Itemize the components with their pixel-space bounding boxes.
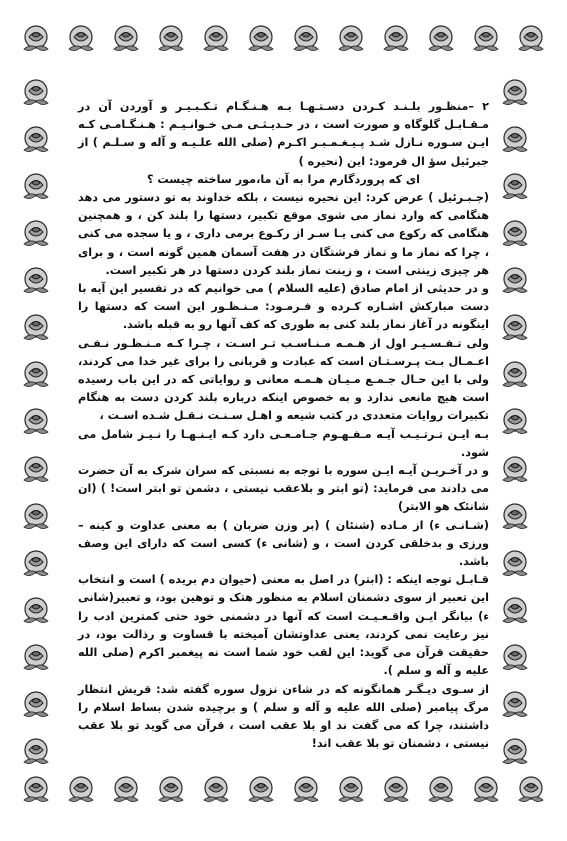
rose-ornament-icon [497, 356, 533, 392]
rose-ornament-icon [18, 592, 54, 628]
rose-ornament-icon [497, 215, 533, 251]
rose-ornament-icon [18, 403, 54, 439]
rose-ornament-icon [18, 262, 54, 298]
rose-ornament-icon [497, 121, 533, 157]
rose-ornament-icon [18, 771, 54, 807]
rose-ornament-icon [468, 20, 504, 56]
paragraph: (شـانـی ء) از مـاده (شنئان ) (بر وزن ضربان ) به معنی عداوت و کینه – ورزی و بدخلقی کردن است ، و (شانی ء) کسی است که دارای این وصف باشد. [78, 518, 489, 569]
rose-ornament-icon [18, 215, 54, 251]
rose-ornament-icon [108, 771, 144, 807]
paragraph: ۲ –منظـور بلـنـد کـردن دسـتـهـا بـه هـنـگـام تـکـبـیـر و آوردن آن در مـقـابـل گلوگاه و صورت است ، در حـدیـثـی مـی خـوانـیـم : هـنـگـامـی کـه ایـن سـوره نـازل شـد پـیـغـمـبـر اکـرم (صلی الله علـیـه و آله و سـلـم ) از جبرئیل سؤ ال فرمود: این (نحیره ) [78, 100, 489, 168]
rose-ornament-icon [18, 20, 54, 56]
rose-ornament-icon [497, 686, 533, 722]
rose-ornament-icon [63, 771, 99, 807]
paragraph: ای که پروردگارم مرا به آن ما،مور ساخته چیست ؟ [147, 172, 420, 186]
page-text [78, 98, 489, 751]
rose-ornament-icon [497, 545, 533, 581]
paragraph: و در آخـریـن آیـه ایـن سوره با توجه به نسبتی که سران شرک به آن حضرت می دادند می فرماید: (تو ابتر و بلاعقب نیستی ، دشمن تو ابتر است! ) (ان شانئک هو الابتر) [78, 464, 489, 514]
rose-ornament-icon [18, 545, 54, 581]
rose-ornament-icon [497, 403, 533, 439]
rose-ornament-icon [497, 592, 533, 628]
rose-ornament-icon [18, 356, 54, 392]
paragraph: بـه ایـن تـرتـیـب آیـه مـفـهـوم جـامـعـی دارد کـه ایـنـهـا را نـیـز شامل می شود. [78, 427, 489, 459]
rose-ornament-icon [497, 74, 533, 110]
rose-ornament-icon [63, 20, 99, 56]
rose-ornament-icon [497, 639, 533, 675]
rose-ornament-icon [333, 771, 369, 807]
rose-ornament-icon [18, 309, 54, 345]
rose-ornament-icon [153, 771, 189, 807]
rose-ornament-icon [288, 771, 324, 807]
rose-ornament-icon [513, 771, 549, 807]
border-top [18, 20, 549, 72]
border-right [497, 74, 549, 769]
paragraph: ولی تـفـسـیـر اول از هـمـه مـنـاسـب تـر اسـت ، چـرا کـه مـنـظـور نـفـی اعـمـال بـت پـرسـتـان است که عبادت و قربانی را برای غیر خدا می کردند، ولی با این حـال جـمـع مـیـان هـمـه معانی و روایاتی که در این باب رسیده است هیچ مانعی ندارد و به خصوص اینکه درباره بلند کردن دست به هنگام تکبیرات روایات متعددی در کتب شیعه و اهـل سـنـت نـقـل شـده اسـت ، [78, 336, 489, 423]
rose-ornament-icon [198, 20, 234, 56]
rose-ornament-icon [18, 639, 54, 675]
paragraph: قـابـل توجه اینکه : (ابتر) در اصل به معنی (حیوان دم بریده ) است و انتخاب این تعبیر از سوی دشمنان اسلام به منظور هتک و توهین بود، و تعبیر(شانی ء) بیانگر ایـن واقـعـیـت است که آنها در دشمنی خود حتی کمترین ادب را نیز رعایت نمی کردند، یعنی عداوتشان آمیخته با قساوت و رذالت بود، در حقیقت قرآن می گوید: این لقب خود شما است نه پیغمبر اکرم (صلی الله علیه و آله و سلم ). [78, 573, 489, 678]
rose-ornament-icon [468, 771, 504, 807]
rose-ornament-icon [243, 771, 279, 807]
rose-ornament-icon [423, 771, 459, 807]
paragraph: و در حدیثی از امام صادق (علیه السلام ) می خوانیم که در تفسیر این آیه با دست مبارکش اشـاره کـرده و فـرمـود: مـنـظـور این است که دستها را اینگونه در آغاز نماز بلند کنی به طوری که کف آنها رو به قبله باشد. [78, 282, 489, 332]
rose-ornament-icon [18, 498, 54, 534]
rose-ornament-icon [378, 20, 414, 56]
rose-ornament-icon [497, 309, 533, 345]
rose-ornament-icon [18, 168, 54, 204]
border-left [18, 74, 70, 769]
rose-ornament-icon [333, 20, 369, 56]
rose-ornament-icon [497, 451, 533, 487]
rose-ornament-icon [423, 20, 459, 56]
rose-ornament-icon [198, 771, 234, 807]
rose-ornament-icon [497, 498, 533, 534]
border-bottom [18, 771, 549, 823]
rose-ornament-icon [18, 686, 54, 722]
rose-ornament-icon [153, 20, 189, 56]
rose-ornament-icon [18, 451, 54, 487]
rose-ornament-icon [243, 20, 279, 56]
paragraph: از سـوی دیـگـر همانگونه که در شاءن نزول سوره گفته شد: قریش انتظار مرگ پیامبر (صلی الله علیه و آله و سلم ) و برچیده شدن بساط اسلام را داشتند، چرا که می گفت ند او بلا عقب است ، قرآن می گوید تو بلا عقب نیستی ، دشمنان تو بلا عقب اند! [78, 682, 489, 751]
rose-ornament-icon [513, 20, 549, 56]
rose-ornament-icon [18, 121, 54, 157]
rose-ornament-icon [18, 74, 54, 110]
rose-ornament-icon [18, 733, 54, 769]
rose-ornament-icon [497, 733, 533, 769]
rose-ornament-icon [108, 20, 144, 56]
rose-ornament-icon [497, 262, 533, 298]
rose-ornament-icon [378, 771, 414, 807]
paragraph: (جـبـرئیل ) عرض کرد: این نحیره نیست ، بلکه خداوند به تو دستور می دهد هنگامی که وارد نماز می شوی موقع تکبیر، دستها را بلند کن ، و همچنین هنگامی که رکوع می کنی یـا سـر از رکـوع برمی داری ، و یا سجده می کنی ، چرا که نماز ما و نماز فرشتگان در هفت آسمان همین گونه است ، و برای هر چیزی زینتی است ، و زینت نماز بلند کردن دستها در هر تکبیر است. [78, 191, 489, 277]
rose-ornament-icon [497, 168, 533, 204]
rose-ornament-icon [288, 20, 324, 56]
